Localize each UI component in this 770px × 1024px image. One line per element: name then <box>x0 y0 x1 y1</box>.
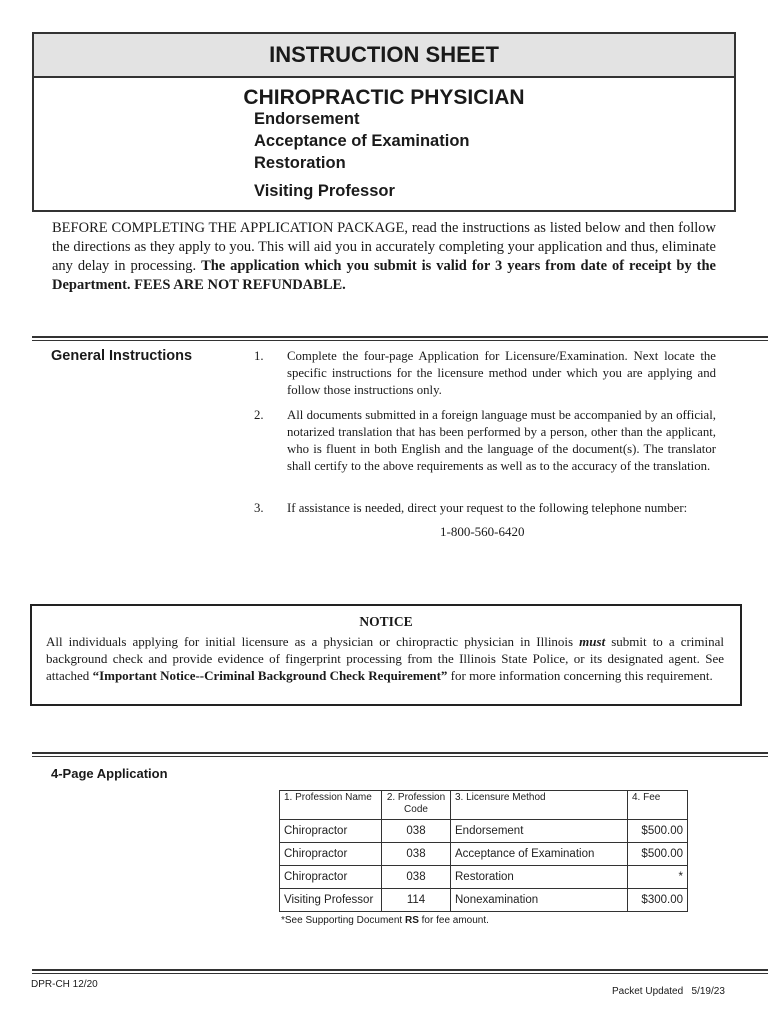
cell-fee: $500.00 <box>628 820 688 843</box>
table-row <box>280 843 688 866</box>
instruction-item-1 <box>254 348 716 399</box>
cell-profession-code: 038 <box>382 866 451 889</box>
method-endorsement: Endorsement <box>254 110 360 128</box>
page-title: INSTRUCTION SHEET <box>34 34 734 78</box>
notice-quoted-title: “Important Notice--Criminal Background Check Requirement” <box>92 668 448 683</box>
footnote-document-code: RS <box>404 915 419 926</box>
method-restoration: Restoration <box>254 154 346 172</box>
intro-text: BEFORE COMPLETING THE APPLICATION PACKAGE, read the instructions as listed below and then follow the directions as they apply to you. This will aid you in accurately completing your application and thus, eliminate any delay in processing. <box>52 220 716 274</box>
cell-fee: * <box>628 866 688 889</box>
table-row <box>280 889 688 912</box>
instruction-number: 3. <box>254 501 264 515</box>
instruction-text: Complete the four-page Application for Licensure/Examination. Next locate the specific instructions for the licensure method under which you are applying and follow those instructions only. <box>287 349 716 397</box>
instruction-item-3 <box>254 500 716 517</box>
instruction-item-2 <box>254 407 716 475</box>
notice-text-part-2: submit to a criminal background check and provide evidence of fingerprint processing from the Illinois State Police, or its designated agent. See attached <box>46 634 725 683</box>
instruction-text: All documents submitted in a foreign language must be accompanied by an official, notarized translation that has been performed by a person, other than the applicant, who is fluent in both English and the language of the document(s). The translator shall certify to the above requirements as well as to the accuracy of the translation. <box>287 408 716 473</box>
section-divider <box>32 752 768 754</box>
cell-profession-code: 114 <box>382 889 451 912</box>
cell-licensure-method: Restoration <box>451 866 628 889</box>
profession-subtitle: CHIROPRACTIC PHYSICIAN <box>243 86 525 109</box>
table-row <box>280 866 688 889</box>
cell-profession-name: Visiting Professor <box>280 889 382 912</box>
notice-text <box>46 633 724 684</box>
instruction-text: If assistance is needed, direct your request to the following telephone number: <box>287 501 688 515</box>
cell-profession-name: Chiropractor <box>280 866 382 889</box>
cell-licensure-method: Endorsement <box>451 820 628 843</box>
column-header-licensure-method: 3. Licensure Method <box>451 791 628 820</box>
method-visiting-professor: Visiting Professor <box>254 182 395 200</box>
footer-divider <box>32 969 768 971</box>
table-row <box>280 820 688 843</box>
instruction-number: 1. <box>254 349 264 363</box>
table-header-row <box>280 791 688 820</box>
cell-profession-code: 038 <box>382 843 451 866</box>
form-code: DPR-CH 12/20 <box>31 979 98 990</box>
notice-text-part-1: All individuals applying for initial licensure as a physician or chiropractic physician in Illinois <box>46 634 574 649</box>
cell-licensure-method: Nonexamination <box>451 889 628 912</box>
column-header-profession-code: 2. Profession Code <box>382 791 451 820</box>
fee-footnote <box>281 915 489 926</box>
general-instructions-heading: General Instructions <box>51 348 193 364</box>
header-box <box>32 32 736 212</box>
cell-profession-name: Chiropractor <box>280 820 382 843</box>
intro-bold-text: The application which you submit is valid for 3 years from date of receipt by the Department. FEES ARE NOT REFUNDABLE. <box>52 258 716 293</box>
notice-box <box>30 604 742 706</box>
cell-fee: $300.00 <box>628 889 688 912</box>
assistance-phone-number: 1-800-560-6420 <box>440 524 525 539</box>
instruction-number: 2. <box>254 408 264 422</box>
packet-updated <box>612 986 725 997</box>
packet-updated-date: 5/19/23 <box>691 986 725 997</box>
notice-must-emphasis: must <box>579 634 606 649</box>
footnote-text-post: for fee amount. <box>421 915 489 926</box>
cell-fee: $500.00 <box>628 843 688 866</box>
footnote-text-pre: *See Supporting Document <box>281 915 403 926</box>
cell-profession-name: Chiropractor <box>280 843 382 866</box>
column-header-profession-name: 1. Profession Name <box>280 791 382 820</box>
notice-title: NOTICE <box>359 614 413 629</box>
intro-paragraph <box>52 219 716 295</box>
application-heading: 4-Page Application <box>51 766 168 781</box>
notice-text-part-3: for more information concerning this requirement. <box>450 668 713 683</box>
cell-licensure-method: Acceptance of Examination <box>451 843 628 866</box>
cell-profession-code: 038 <box>382 820 451 843</box>
column-header-fee: 4. Fee <box>628 791 688 820</box>
application-table <box>279 790 688 912</box>
method-acceptance-of-examination: Acceptance of Examination <box>254 132 470 150</box>
section-divider <box>32 336 768 338</box>
packet-updated-label: Packet Updated <box>612 986 684 997</box>
